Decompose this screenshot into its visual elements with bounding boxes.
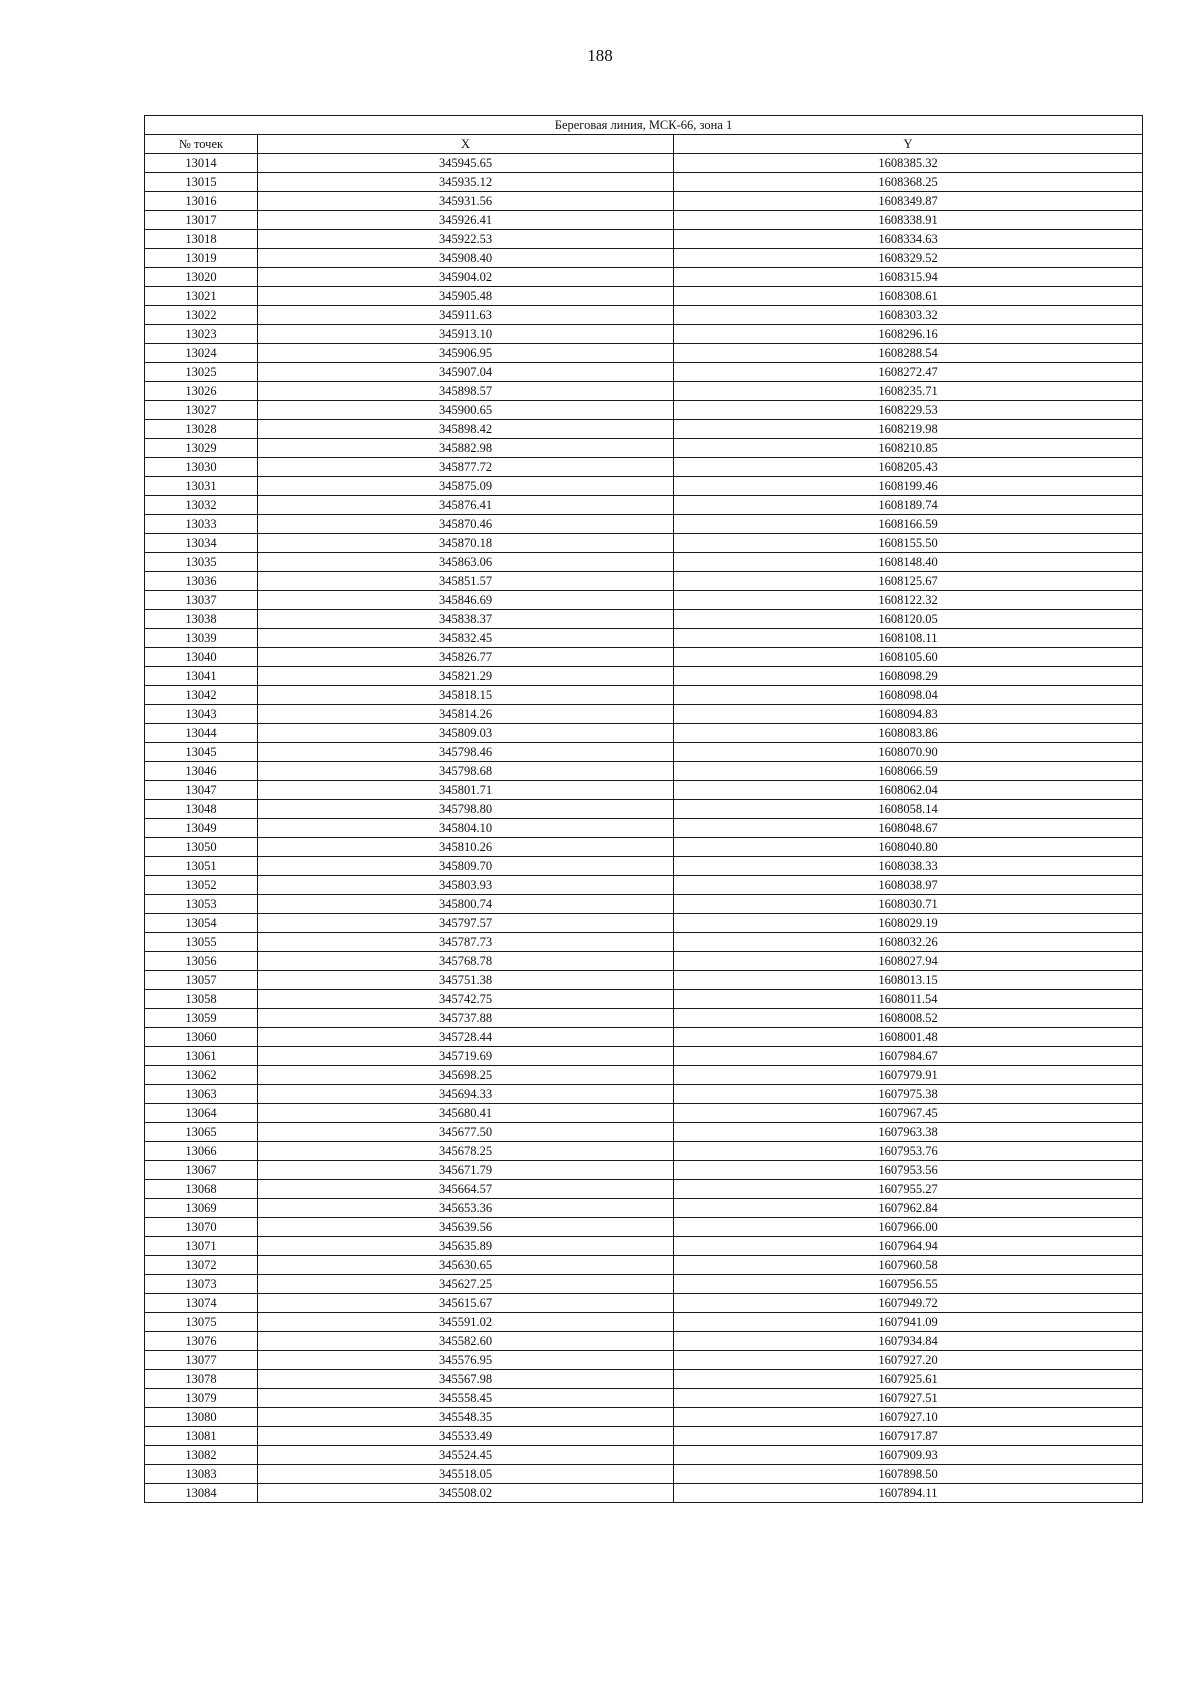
cell-y: 1607925.61: [674, 1370, 1143, 1389]
cell-x: 345698.25: [258, 1066, 674, 1085]
page-number: 188: [587, 46, 613, 65]
table-row: [145, 553, 1143, 572]
cell-x: 345898.57: [258, 382, 674, 401]
table-row: [145, 1446, 1143, 1465]
cell-x: 345913.10: [258, 325, 674, 344]
table-row: [145, 1275, 1143, 1294]
cell-point-number: 13084: [145, 1484, 258, 1503]
cell-point-number: 13058: [145, 990, 258, 1009]
cell-point-number: 13030: [145, 458, 258, 477]
cell-x: 345508.02: [258, 1484, 674, 1503]
cell-y: 1607898.50: [674, 1465, 1143, 1484]
cell-x: 345798.80: [258, 800, 674, 819]
cell-y: 1608048.67: [674, 819, 1143, 838]
table-row: [145, 1218, 1143, 1237]
cell-x: 345653.36: [258, 1199, 674, 1218]
cell-point-number: 13037: [145, 591, 258, 610]
cell-point-number: 13018: [145, 230, 258, 249]
cell-point-number: 13082: [145, 1446, 258, 1465]
cell-y: 1608272.47: [674, 363, 1143, 382]
table-row: [145, 591, 1143, 610]
table-row: [145, 990, 1143, 1009]
table-row: [145, 895, 1143, 914]
cell-y: 1608062.04: [674, 781, 1143, 800]
cell-point-number: 13067: [145, 1161, 258, 1180]
cell-x: 345680.41: [258, 1104, 674, 1123]
table-row: [145, 629, 1143, 648]
cell-point-number: 13040: [145, 648, 258, 667]
column-header-y: Y: [674, 135, 1143, 154]
cell-point-number: 13062: [145, 1066, 258, 1085]
cell-point-number: 13054: [145, 914, 258, 933]
cell-point-number: 13064: [145, 1104, 258, 1123]
table-row: [145, 1142, 1143, 1161]
cell-point-number: 13071: [145, 1237, 258, 1256]
cell-y: 1607894.11: [674, 1484, 1143, 1503]
cell-point-number: 13074: [145, 1294, 258, 1313]
cell-y: 1608205.43: [674, 458, 1143, 477]
coordinates-table: [144, 115, 1143, 1503]
cell-point-number: 13017: [145, 211, 258, 230]
cell-x: 345548.35: [258, 1408, 674, 1427]
cell-point-number: 13057: [145, 971, 258, 990]
table-body: [145, 154, 1143, 1503]
cell-x: 345838.37: [258, 610, 674, 629]
cell-x: 345818.15: [258, 686, 674, 705]
cell-y: 1608189.74: [674, 496, 1143, 515]
table-row: [145, 1427, 1143, 1446]
table-row: [145, 1009, 1143, 1028]
table-row: [145, 857, 1143, 876]
table-row: [145, 648, 1143, 667]
table-row: [145, 1370, 1143, 1389]
cell-y: 1607962.84: [674, 1199, 1143, 1218]
cell-x: 345803.93: [258, 876, 674, 895]
table-row: [145, 401, 1143, 420]
cell-y: 1607967.45: [674, 1104, 1143, 1123]
cell-point-number: 13056: [145, 952, 258, 971]
cell-point-number: 13023: [145, 325, 258, 344]
cell-y: 1608008.52: [674, 1009, 1143, 1028]
cell-y: 1608013.15: [674, 971, 1143, 990]
table-row: [145, 1085, 1143, 1104]
cell-y: 1608368.25: [674, 173, 1143, 192]
cell-point-number: 13035: [145, 553, 258, 572]
cell-point-number: 13048: [145, 800, 258, 819]
cell-y: 1607953.56: [674, 1161, 1143, 1180]
cell-point-number: 13066: [145, 1142, 258, 1161]
cell-point-number: 13014: [145, 154, 258, 173]
cell-x: 345804.10: [258, 819, 674, 838]
cell-y: 1608334.63: [674, 230, 1143, 249]
cell-x: 345821.29: [258, 667, 674, 686]
cell-point-number: 13034: [145, 534, 258, 553]
cell-point-number: 13041: [145, 667, 258, 686]
cell-x: 345591.02: [258, 1313, 674, 1332]
cell-point-number: 13052: [145, 876, 258, 895]
table-row: [145, 325, 1143, 344]
cell-y: 1607949.72: [674, 1294, 1143, 1313]
table-row: [145, 1066, 1143, 1085]
cell-x: 345863.06: [258, 553, 674, 572]
cell-x: 345846.69: [258, 591, 674, 610]
cell-point-number: 13049: [145, 819, 258, 838]
cell-y: 1608098.29: [674, 667, 1143, 686]
cell-y: 1608288.54: [674, 344, 1143, 363]
table-row: [145, 496, 1143, 515]
cell-point-number: 13072: [145, 1256, 258, 1275]
cell-point-number: 13029: [145, 439, 258, 458]
cell-y: 1608032.26: [674, 933, 1143, 952]
table-row: [145, 1123, 1143, 1142]
table-row: [145, 458, 1143, 477]
cell-point-number: 13045: [145, 743, 258, 762]
table-row: [145, 1294, 1143, 1313]
table-row: [145, 705, 1143, 724]
cell-y: 1608235.71: [674, 382, 1143, 401]
cell-x: 345694.33: [258, 1085, 674, 1104]
cell-y: 1608070.90: [674, 743, 1143, 762]
table-row: [145, 230, 1143, 249]
cell-x: 345798.68: [258, 762, 674, 781]
cell-point-number: 13079: [145, 1389, 258, 1408]
cell-x: 345906.95: [258, 344, 674, 363]
cell-x: 345800.74: [258, 895, 674, 914]
cell-point-number: 13038: [145, 610, 258, 629]
cell-y: 1607960.58: [674, 1256, 1143, 1275]
cell-x: 345582.60: [258, 1332, 674, 1351]
table-row: [145, 667, 1143, 686]
cell-y: 1607917.87: [674, 1427, 1143, 1446]
cell-y: 1608094.83: [674, 705, 1143, 724]
cell-y: 1608148.40: [674, 553, 1143, 572]
cell-y: 1608385.32: [674, 154, 1143, 173]
table-row: [145, 819, 1143, 838]
cell-x: 345851.57: [258, 572, 674, 591]
cell-y: 1608296.16: [674, 325, 1143, 344]
cell-y: 1608329.52: [674, 249, 1143, 268]
cell-x: 345900.65: [258, 401, 674, 420]
cell-y: 1607984.67: [674, 1047, 1143, 1066]
cell-y: 1608219.98: [674, 420, 1143, 439]
table-row: [145, 1389, 1143, 1408]
cell-point-number: 13078: [145, 1370, 258, 1389]
cell-x: 345787.73: [258, 933, 674, 952]
table-row: [145, 971, 1143, 990]
cell-y: 1608210.85: [674, 439, 1143, 458]
cell-x: 345768.78: [258, 952, 674, 971]
table-row: [145, 1161, 1143, 1180]
cell-x: 345639.56: [258, 1218, 674, 1237]
table-row: [145, 154, 1143, 173]
cell-x: 345935.12: [258, 173, 674, 192]
cell-point-number: 13069: [145, 1199, 258, 1218]
cell-point-number: 13027: [145, 401, 258, 420]
table-row: [145, 781, 1143, 800]
cell-y: 1608349.87: [674, 192, 1143, 211]
cell-x: 345567.98: [258, 1370, 674, 1389]
cell-y: 1608105.60: [674, 648, 1143, 667]
cell-point-number: 13077: [145, 1351, 258, 1370]
cell-y: 1607975.38: [674, 1085, 1143, 1104]
cell-y: 1607966.00: [674, 1218, 1143, 1237]
table-row: [145, 344, 1143, 363]
cell-y: 1608315.94: [674, 268, 1143, 287]
cell-point-number: 13055: [145, 933, 258, 952]
table-row: [145, 173, 1143, 192]
cell-x: 345922.53: [258, 230, 674, 249]
cell-point-number: 13060: [145, 1028, 258, 1047]
cell-y: 1607955.27: [674, 1180, 1143, 1199]
cell-x: 345615.67: [258, 1294, 674, 1313]
cell-x: 345558.45: [258, 1389, 674, 1408]
table-row: [145, 724, 1143, 743]
table-row: [145, 363, 1143, 382]
table-row: [145, 1332, 1143, 1351]
cell-point-number: 13031: [145, 477, 258, 496]
cell-x: 345524.45: [258, 1446, 674, 1465]
cell-x: 345905.48: [258, 287, 674, 306]
cell-x: 345875.09: [258, 477, 674, 496]
cell-y: 1608083.86: [674, 724, 1143, 743]
cell-x: 345904.02: [258, 268, 674, 287]
table-row: [145, 420, 1143, 439]
table-row: [145, 1047, 1143, 1066]
table-row: [145, 1199, 1143, 1218]
cell-y: 1607963.38: [674, 1123, 1143, 1142]
cell-point-number: 13061: [145, 1047, 258, 1066]
cell-y: 1608027.94: [674, 952, 1143, 971]
cell-y: 1608122.32: [674, 591, 1143, 610]
cell-x: 345630.65: [258, 1256, 674, 1275]
cell-y: 1607927.20: [674, 1351, 1143, 1370]
cell-point-number: 13076: [145, 1332, 258, 1351]
table-row: [145, 515, 1143, 534]
cell-y: 1608155.50: [674, 534, 1143, 553]
table-row: [145, 800, 1143, 819]
cell-x: 345635.89: [258, 1237, 674, 1256]
cell-y: 1608166.59: [674, 515, 1143, 534]
cell-x: 345931.56: [258, 192, 674, 211]
cell-y: 1608040.80: [674, 838, 1143, 857]
cell-y: 1608038.33: [674, 857, 1143, 876]
table-row: [145, 287, 1143, 306]
cell-x: 345576.95: [258, 1351, 674, 1370]
cell-y: 1607979.91: [674, 1066, 1143, 1085]
cell-x: 345737.88: [258, 1009, 674, 1028]
table-row: [145, 838, 1143, 857]
table-row: [145, 572, 1143, 591]
cell-y: 1607964.94: [674, 1237, 1143, 1256]
cell-y: 1608038.97: [674, 876, 1143, 895]
table-row: [145, 914, 1143, 933]
table-row: [145, 1313, 1143, 1332]
cell-y: 1608058.14: [674, 800, 1143, 819]
cell-point-number: 13039: [145, 629, 258, 648]
table-row: [145, 192, 1143, 211]
cell-point-number: 13073: [145, 1275, 258, 1294]
cell-x: 345678.25: [258, 1142, 674, 1161]
cell-y: 1608066.59: [674, 762, 1143, 781]
table-row: [145, 1104, 1143, 1123]
cell-x: 345719.69: [258, 1047, 674, 1066]
column-header-x: X: [258, 135, 674, 154]
table-row: [145, 686, 1143, 705]
cell-y: 1608308.61: [674, 287, 1143, 306]
cell-y: 1608120.05: [674, 610, 1143, 629]
cell-y: 1607934.84: [674, 1332, 1143, 1351]
cell-point-number: 13070: [145, 1218, 258, 1237]
cell-y: 1608338.91: [674, 211, 1143, 230]
cell-point-number: 13042: [145, 686, 258, 705]
cell-point-number: 13068: [145, 1180, 258, 1199]
cell-y: 1607953.76: [674, 1142, 1143, 1161]
cell-y: 1608030.71: [674, 895, 1143, 914]
cell-point-number: 13015: [145, 173, 258, 192]
cell-point-number: 13080: [145, 1408, 258, 1427]
table-title-row: [145, 116, 1143, 135]
cell-point-number: 13016: [145, 192, 258, 211]
cell-point-number: 13050: [145, 838, 258, 857]
cell-y: 1607927.10: [674, 1408, 1143, 1427]
cell-x: 345797.57: [258, 914, 674, 933]
cell-point-number: 13065: [145, 1123, 258, 1142]
cell-point-number: 13075: [145, 1313, 258, 1332]
table-title: Береговая линия, МСК-66, зона 1: [145, 116, 1143, 135]
cell-y: 1608001.48: [674, 1028, 1143, 1047]
cell-point-number: 13081: [145, 1427, 258, 1446]
table-row: [145, 268, 1143, 287]
cell-x: 345870.46: [258, 515, 674, 534]
cell-x: 345677.50: [258, 1123, 674, 1142]
cell-y: 1608199.46: [674, 477, 1143, 496]
cell-y: 1608108.11: [674, 629, 1143, 648]
table-row: [145, 933, 1143, 952]
cell-point-number: 13022: [145, 306, 258, 325]
table-row: [145, 876, 1143, 895]
cell-x: 345898.42: [258, 420, 674, 439]
table-row: [145, 1465, 1143, 1484]
cell-x: 345627.25: [258, 1275, 674, 1294]
table-row: [145, 1180, 1143, 1199]
table-row: [145, 610, 1143, 629]
cell-x: 345911.63: [258, 306, 674, 325]
table-row: [145, 439, 1143, 458]
table-header-row: [145, 135, 1143, 154]
cell-point-number: 13036: [145, 572, 258, 591]
table-row: [145, 1408, 1143, 1427]
table-row: [145, 1484, 1143, 1503]
cell-point-number: 13043: [145, 705, 258, 724]
cell-x: 345826.77: [258, 648, 674, 667]
cell-x: 345728.44: [258, 1028, 674, 1047]
cell-x: 345907.04: [258, 363, 674, 382]
cell-x: 345832.45: [258, 629, 674, 648]
cell-point-number: 13083: [145, 1465, 258, 1484]
cell-point-number: 13063: [145, 1085, 258, 1104]
cell-x: 345742.75: [258, 990, 674, 1009]
table-row: [145, 1028, 1143, 1047]
cell-x: 345533.49: [258, 1427, 674, 1446]
table-row: [145, 743, 1143, 762]
table-row: [145, 1237, 1143, 1256]
cell-x: 345671.79: [258, 1161, 674, 1180]
cell-y: 1607909.93: [674, 1446, 1143, 1465]
cell-point-number: 13046: [145, 762, 258, 781]
cell-point-number: 13021: [145, 287, 258, 306]
cell-y: 1608229.53: [674, 401, 1143, 420]
cell-y: 1607941.09: [674, 1313, 1143, 1332]
cell-y: 1608303.32: [674, 306, 1143, 325]
table-row: [145, 952, 1143, 971]
table-row: [145, 211, 1143, 230]
cell-x: 345809.03: [258, 724, 674, 743]
column-header-point-number: № точек: [145, 135, 258, 154]
cell-point-number: 13026: [145, 382, 258, 401]
cell-x: 345518.05: [258, 1465, 674, 1484]
table-row: [145, 1256, 1143, 1275]
table-row: [145, 382, 1143, 401]
table-row: [145, 762, 1143, 781]
cell-point-number: 13051: [145, 857, 258, 876]
cell-y: 1608098.04: [674, 686, 1143, 705]
cell-x: 345810.26: [258, 838, 674, 857]
cell-point-number: 13059: [145, 1009, 258, 1028]
cell-y: 1608125.67: [674, 572, 1143, 591]
cell-x: 345809.70: [258, 857, 674, 876]
cell-x: 345664.57: [258, 1180, 674, 1199]
table-row: [145, 249, 1143, 268]
cell-x: 345751.38: [258, 971, 674, 990]
cell-x: 345870.18: [258, 534, 674, 553]
cell-y: 1608011.54: [674, 990, 1143, 1009]
cell-x: 345882.98: [258, 439, 674, 458]
cell-point-number: 13028: [145, 420, 258, 439]
cell-x: 345877.72: [258, 458, 674, 477]
table-row: [145, 534, 1143, 553]
cell-point-number: 13020: [145, 268, 258, 287]
cell-point-number: 13053: [145, 895, 258, 914]
cell-point-number: 13025: [145, 363, 258, 382]
cell-point-number: 13032: [145, 496, 258, 515]
cell-point-number: 13033: [145, 515, 258, 534]
cell-point-number: 13047: [145, 781, 258, 800]
cell-x: 345908.40: [258, 249, 674, 268]
cell-x: 345876.41: [258, 496, 674, 515]
table-row: [145, 477, 1143, 496]
cell-x: 345814.26: [258, 705, 674, 724]
cell-point-number: 13024: [145, 344, 258, 363]
cell-y: 1607927.51: [674, 1389, 1143, 1408]
cell-point-number: 13044: [145, 724, 258, 743]
cell-y: 1608029.19: [674, 914, 1143, 933]
cell-y: 1607956.55: [674, 1275, 1143, 1294]
table-row: [145, 1351, 1143, 1370]
cell-x: 345801.71: [258, 781, 674, 800]
cell-point-number: 13019: [145, 249, 258, 268]
cell-x: 345926.41: [258, 211, 674, 230]
cell-x: 345798.46: [258, 743, 674, 762]
cell-x: 345945.65: [258, 154, 674, 173]
table-row: [145, 306, 1143, 325]
